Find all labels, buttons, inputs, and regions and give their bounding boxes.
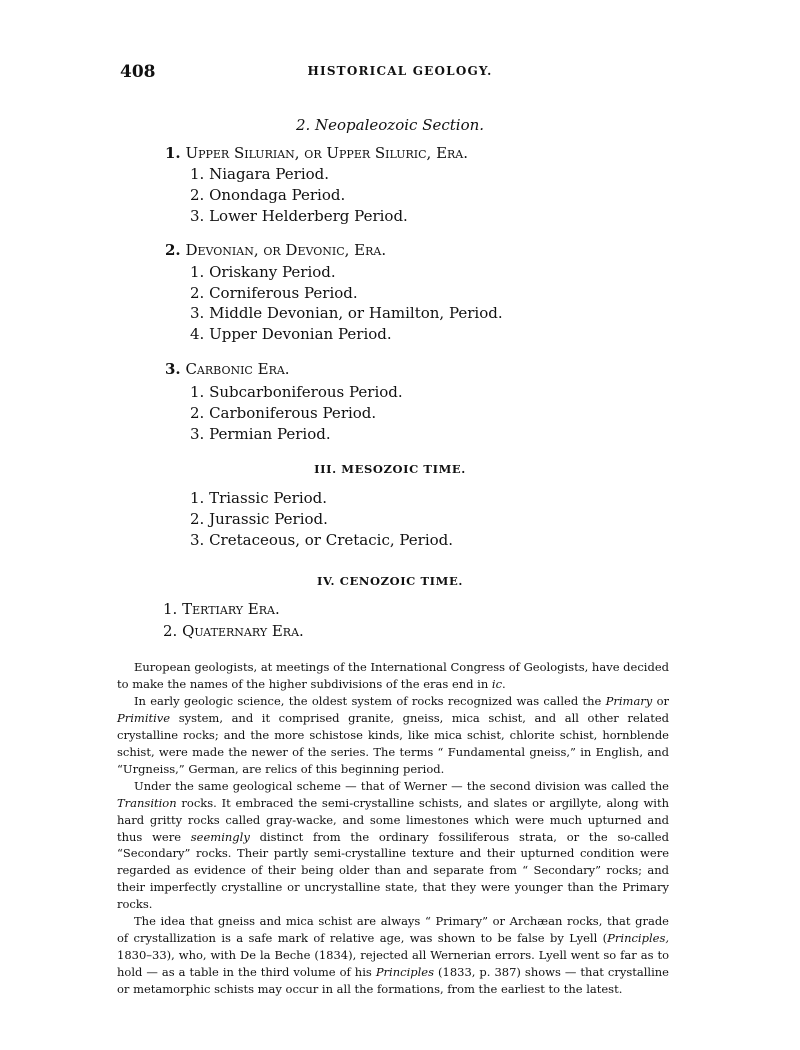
period-item: 2. Onondaga Period.	[190, 186, 346, 204]
period-item: 3. Cretaceous, or Cretacic, Period.	[190, 531, 454, 549]
period-item: 3. Permian Period.	[190, 425, 331, 443]
era-heading: 2. Devonian, or Devonic, Era.	[165, 241, 387, 259]
period-item: 2. Corniferous Period.	[190, 284, 358, 302]
running-head: HISTORICAL GEOLOGY.	[307, 64, 493, 78]
mesozoic-heading: III. MESOZOIC TIME.	[314, 462, 466, 476]
period-item: 2. Carboniferous Period.	[190, 404, 377, 422]
era-heading: 1. Upper Silurian, or Upper Siluric, Era.	[165, 144, 469, 162]
era-heading: 2. Quaternary Era.	[163, 622, 304, 640]
body-text	[117, 659, 669, 998]
period-item: 3. Lower Helderberg Period.	[190, 207, 408, 225]
period-item: 1. Subcarboniferous Period.	[190, 383, 403, 401]
period-item: 1. Niagara Period.	[190, 165, 330, 183]
paragraph: European geologists, at meetings of the International Congress of Geologists, have decided to make the names of the higher subdivisions of the eras end in ic.	[117, 660, 669, 691]
section-title: 2. Neopaleozoic Section.	[295, 116, 485, 134]
period-item: 2. Jurassic Period.	[190, 510, 328, 528]
cenozoic-heading: IV. CENOZOIC TIME.	[317, 574, 463, 588]
era-heading: 1. Tertiary Era.	[163, 600, 280, 618]
era-heading: 3. Carbonic Era.	[165, 360, 290, 378]
period-item: 3. Middle Devonian, or Hamilton, Period.	[190, 304, 503, 322]
paragraph: In early geologic science, the oldest system of rocks recognized was called the Primary or Primitive system, and it comprised granite, gneiss, mica schist, and all other related crystalline rocks; and the more schistose kinds, like mica schist, chlorite schist, hornblende schist, were made the newer of the series. The terms “ Fundamental gneiss,” in English, and “Urgneiss,” German, are relics of this beginning period.	[117, 693, 670, 776]
page-number: 408	[120, 62, 156, 82]
period-item: 4. Upper Devonian Period.	[190, 325, 392, 343]
period-item: 1. Triassic Period.	[190, 489, 328, 507]
period-item: 1. Oriskany Period.	[190, 263, 336, 281]
paragraph: Under the same geological scheme — that of Werner — the second division was called the Transition rocks. It embraced the semi-crystalline schists, and slates or argillyte, along with hard gritty rocks called gray-wacke, and some limestones which were much upturned and thus were seemingly distinct from the ordinary fossiliferous strata, or the so-called “Secondary” rocks. Their partly semi-crystalline texture and their upturned condition were regarded as evidence of their being older than and separate from “ Secondary” rocks; and their imperfectly crystalline or uncrystalline state, that they were younger than the Primary rocks.	[117, 778, 669, 912]
paragraph: The idea that gneiss and mica schist are always “ Primary” or Archæan rocks, that grade of crystallization is a safe mark of relative age, was shown to be false by Lyell (Principles, 1830–33), who, with De la Beche (1834), rejected all Wernerian errors. Lyell went so far as to hold — as a table in the third volume of his Principles (1833, p. 387) shows — that crystalline or metamorphic schists may occur in all the formations, from the earliest to the latest.	[117, 914, 669, 997]
